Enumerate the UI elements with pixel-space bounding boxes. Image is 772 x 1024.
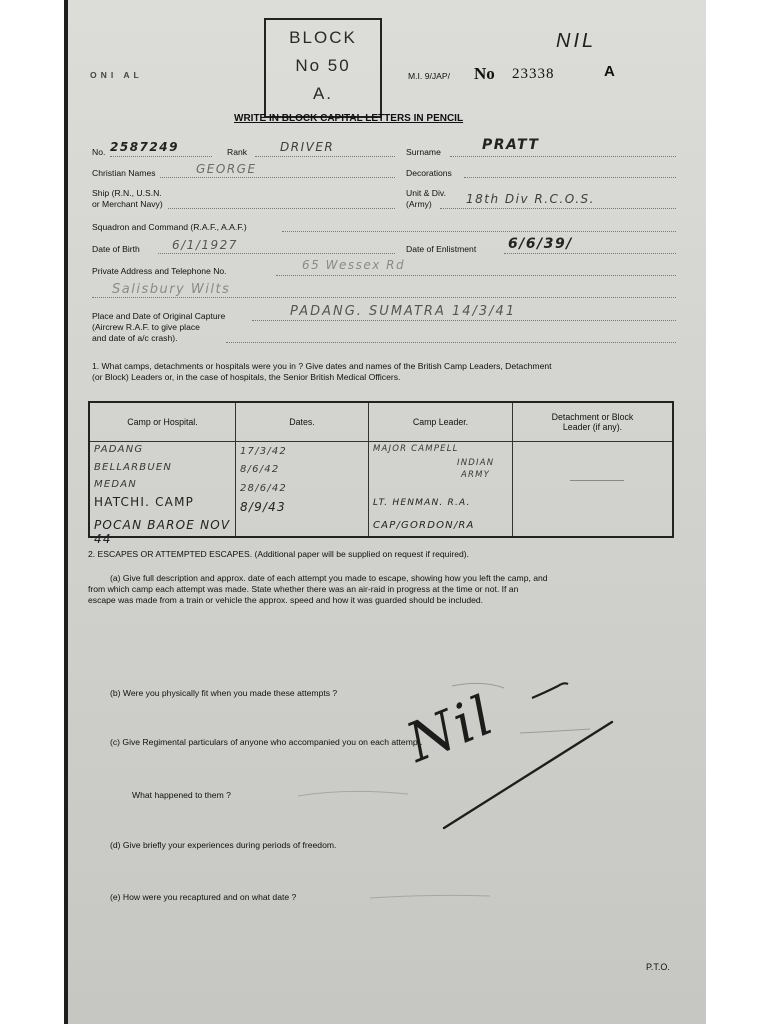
- camp-leader: ARMY: [461, 470, 491, 480]
- camp-date: 17/3/42: [240, 446, 287, 457]
- camp-date: 28/6/42: [240, 483, 287, 494]
- stamp-line-2: No 50: [295, 56, 351, 75]
- address-label: Private Address and Telephone No.: [92, 266, 227, 276]
- squadron-label: Squadron and Command (R.A.F., A.A.F.): [92, 222, 247, 232]
- section2-c-followup: What happened to them ?: [132, 790, 231, 800]
- camp-leader: MAJOR CAMPELL: [373, 444, 459, 454]
- ship-label-1: Ship (R.N., U.S.N.: [92, 188, 162, 198]
- ref-label: M.I. 9/JAP/: [408, 71, 451, 81]
- capture-label-2: (Aircrew R.A.F. to give place: [92, 322, 200, 332]
- section1-question-line-1: 1. What camps, detachments or hospitals were you in ? Give dates and names of the British Camp Leaders, Detachment: [92, 361, 552, 371]
- service-number: 2587249: [110, 140, 179, 154]
- column-header-camp: Camp or Hospital.: [89, 402, 236, 442]
- enlistment-label: Date of Enlistment: [406, 244, 477, 254]
- enlistment-value: 6/6/39/: [508, 236, 573, 252]
- no-label: No.: [92, 147, 106, 157]
- christian-names-value: GEORGE: [196, 162, 257, 176]
- pto-label: P.T.O.: [646, 962, 670, 972]
- nil-answer: Nil: [398, 683, 504, 775]
- camp-name: PADANG: [94, 444, 144, 455]
- rank-value: DRIVER: [280, 140, 335, 154]
- column-header-dates: Dates.: [236, 402, 369, 442]
- camp-date: 8/9/43: [240, 500, 286, 514]
- camp-name: HATCHI. CAMP: [94, 495, 195, 509]
- address-value-1: 65 Wessex Rd: [302, 258, 406, 272]
- document-number: 23338: [512, 66, 555, 82]
- address-value-2: Salisbury Wilts: [112, 282, 231, 297]
- camp-name: POCAN BAROE NOV 44: [94, 518, 231, 546]
- section2-b: (b) Were you physically fit when you made these attempts ?: [110, 688, 338, 698]
- camp-name: MEDAN: [94, 479, 137, 490]
- decorations-label: Decorations: [406, 168, 452, 178]
- column-header-leader: Camp Leader.: [369, 402, 513, 442]
- nil-annotation: NIL: [556, 30, 597, 52]
- surname-label: Surname: [406, 147, 441, 157]
- unit-label-1: Unit & Div.: [406, 188, 446, 198]
- section2-a-line-3: escape was made from a train or vehicle the approx. speed and how it was guarded should be included.: [88, 595, 484, 605]
- camp-leader: INDIAN: [457, 458, 495, 468]
- column-header-detachment: Detachment or Block Leader (if any).: [513, 402, 674, 442]
- instruction-heading: WRITE IN BLOCK CAPITAL LETTERS IN PENCIL: [234, 113, 464, 124]
- dob-label: Date of Birth: [92, 244, 140, 254]
- section2-c: (c) Give Regimental particulars of anyone who accompanied you on each attempt.: [110, 737, 423, 747]
- section1-question-line-2: (or Block) Leaders or, in the case of hospitals, the Senior British Medical Officers.: [92, 372, 401, 382]
- section2-heading: 2. ESCAPES OR ATTEMPTED ESCAPES. (Additional paper will be supplied on request if required).: [88, 549, 469, 559]
- unit-label-2: (Army): [406, 199, 432, 209]
- corner-fragment: ONI AL: [90, 70, 143, 80]
- capture-label-1: Place and Date of Original Capture: [92, 311, 226, 321]
- camp-leader: CAP/GORDON/RA: [373, 520, 475, 531]
- camp-leader: LT. HENMAN. R.A.: [373, 498, 471, 508]
- christian-names-label: Christian Names: [92, 168, 156, 178]
- rank-label: Rank: [227, 147, 248, 157]
- ship-label-2: or Merchant Navy): [92, 199, 163, 209]
- dob-value: 6/1/1927: [172, 238, 238, 252]
- number-label: No: [474, 64, 495, 83]
- capture-value: PADANG. SUMATRA 14/3/41: [290, 304, 517, 319]
- section2-a-line-2: from which camp each attempt was made. State whether there was an air-raid in progress at the time or not. If an: [88, 584, 519, 594]
- section2-d: (d) Give briefly your experiences during periods of freedom.: [110, 840, 337, 850]
- unit-value: 18th Div R.C.O.S.: [466, 192, 595, 206]
- camp-name: BELLARBUEN: [94, 462, 173, 473]
- document-suffix: A: [604, 63, 615, 80]
- stamp-line-3: A.: [312, 84, 334, 103]
- section2-e: (e) How were you recaptured and on what date ?: [110, 892, 297, 902]
- camp-date: 8/6/42: [240, 464, 280, 475]
- capture-label-3: and date of a/c crash).: [92, 333, 178, 343]
- surname-value: PRATT: [482, 137, 540, 153]
- section2-a-line-1: (a) Give full description and approx. date of each attempt you made to escape, showing how you left the camp, and: [110, 573, 548, 583]
- stamp-line-1: BLOCK: [289, 28, 357, 47]
